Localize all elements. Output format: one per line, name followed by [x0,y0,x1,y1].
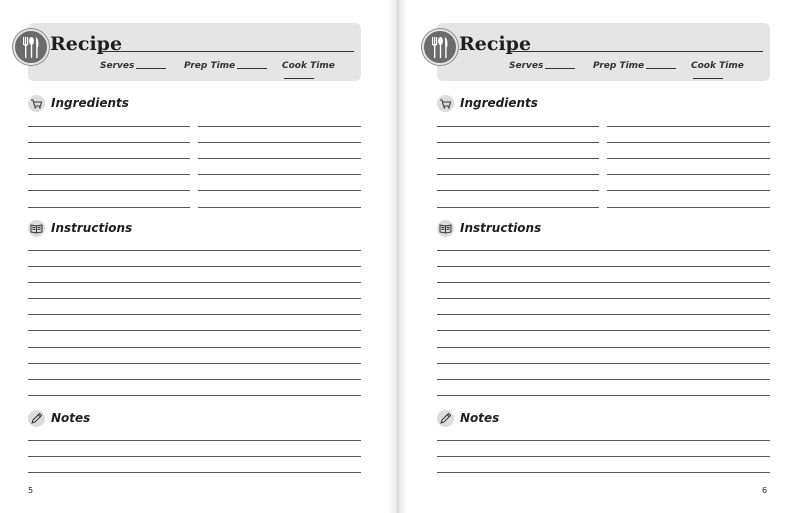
pencil-icon [437,410,454,427]
prep-time-row [184,61,267,71]
instruction-line[interactable] [28,347,361,348]
notes-line[interactable] [437,472,770,473]
recipe-header [437,23,770,81]
serves-field[interactable] [545,68,575,69]
notes-label: Notes [460,411,500,425]
ingredients-label: Ingredients [460,96,538,110]
cook-time-field[interactable] [284,78,314,79]
ingredient-line[interactable] [28,126,190,127]
prep-time-field[interactable] [237,68,267,69]
ingredient-line[interactable] [198,158,361,159]
ingredient-line[interactable] [28,174,190,175]
ingredient-line[interactable] [437,158,599,159]
instruction-line[interactable] [28,395,361,396]
ingredient-line[interactable] [607,190,770,191]
ingredient-line[interactable] [198,142,361,143]
serves-field[interactable] [136,68,166,69]
serves-label: Serves [100,61,135,71]
instruction-line[interactable] [28,379,361,380]
instruction-line[interactable] [28,282,361,283]
prep-time-label: Prep Time [593,61,645,71]
ingredients-label: Ingredients [51,96,129,110]
instruction-line[interactable] [437,347,770,348]
cook-time-label: Cook Time [282,61,335,71]
shopping-cart-icon [437,95,454,112]
serves-label: Serves [509,61,544,71]
cook-time-row [282,61,361,81]
recipe-name-field[interactable] [102,51,354,52]
ingredient-line[interactable] [28,207,190,208]
recipe-title-label: Recipe [459,33,532,55]
instruction-line[interactable] [437,330,770,331]
left-page [0,0,385,513]
ingredient-line[interactable] [607,174,770,175]
ingredient-line[interactable] [437,174,599,175]
prep-time-field[interactable] [646,68,676,69]
cook-time-label: Cook Time [691,61,744,71]
ingredient-line[interactable] [607,142,770,143]
prep-time-label: Prep Time [184,61,236,71]
page-number: 6 [762,486,768,495]
ingredient-line[interactable] [28,158,190,159]
pencil-icon [28,410,45,427]
notes-line[interactable] [28,472,361,473]
instruction-line[interactable] [437,363,770,364]
instruction-line[interactable] [28,298,361,299]
ingredient-line[interactable] [198,207,361,208]
instruction-line[interactable] [437,379,770,380]
notes-line[interactable] [437,440,770,441]
recipe-title-label: Recipe [50,33,123,55]
cook-time-field[interactable] [693,78,723,79]
notes-line[interactable] [28,440,361,441]
recipe-name-field[interactable] [511,51,763,52]
instruction-line[interactable] [28,250,361,251]
ingredient-line[interactable] [28,190,190,191]
fork-spoon-knife-icon [422,29,458,65]
instruction-line[interactable] [28,330,361,331]
notes-line[interactable] [28,456,361,457]
ingredient-line[interactable] [437,126,599,127]
shopping-cart-icon [28,95,45,112]
serves-row [100,61,166,71]
notes-label: Notes [51,411,91,425]
open-book-icon [28,220,45,237]
page-number: 5 [28,486,34,495]
serves-row [509,61,575,71]
ingredient-line[interactable] [437,207,599,208]
instruction-line[interactable] [437,314,770,315]
open-book-icon [437,220,454,237]
instruction-line[interactable] [437,298,770,299]
instructions-label: Instructions [460,221,542,235]
ingredient-line[interactable] [28,142,190,143]
ingredient-line[interactable] [437,142,599,143]
ingredient-line[interactable] [198,126,361,127]
instruction-line[interactable] [437,395,770,396]
ingredient-line[interactable] [607,126,770,127]
ingredient-line[interactable] [198,190,361,191]
ingredient-line[interactable] [198,174,361,175]
fork-spoon-knife-icon [13,29,49,65]
instruction-line[interactable] [28,266,361,267]
ingredient-line[interactable] [607,207,770,208]
ingredient-line[interactable] [437,190,599,191]
notes-line[interactable] [437,456,770,457]
instruction-line[interactable] [437,282,770,283]
instruction-line[interactable] [28,363,361,364]
instruction-line[interactable] [437,250,770,251]
prep-time-row [593,61,676,71]
ingredient-line[interactable] [607,158,770,159]
right-page [409,0,794,513]
instruction-line[interactable] [437,266,770,267]
instructions-label: Instructions [51,221,133,235]
cook-time-row [691,61,770,81]
recipe-header [28,23,361,81]
instruction-line[interactable] [28,314,361,315]
page-gutter [388,0,408,513]
